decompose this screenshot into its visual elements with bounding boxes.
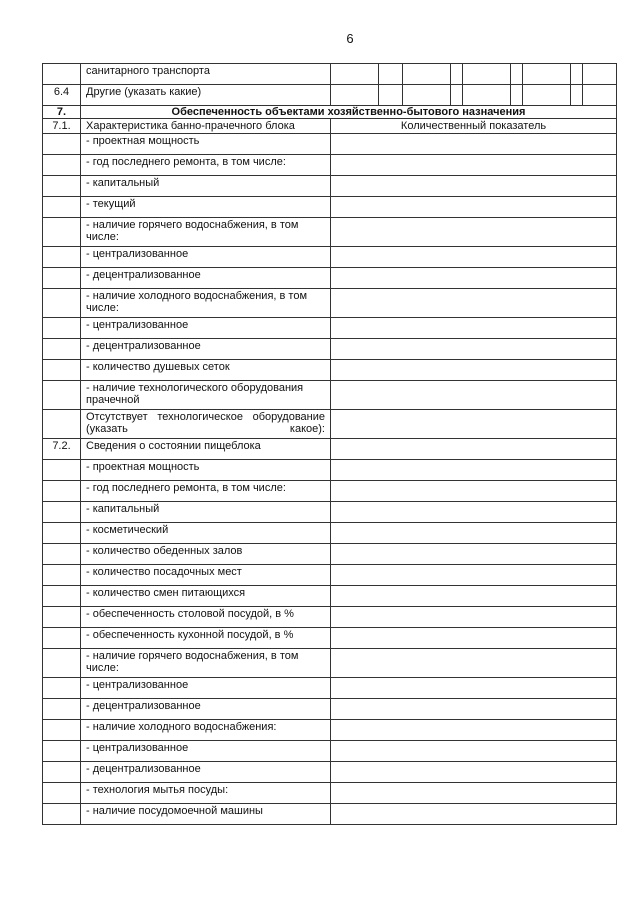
value-cell[interactable] <box>331 502 617 523</box>
value-cell[interactable] <box>463 64 511 85</box>
row-label: - централизованное <box>81 741 331 762</box>
row-number <box>43 544 81 565</box>
row-label: - наличие технологического оборудования прачечной <box>81 381 331 410</box>
value-cell[interactable] <box>331 741 617 762</box>
table-row <box>43 628 617 649</box>
value-cell[interactable] <box>331 565 617 586</box>
table-row <box>43 85 617 106</box>
value-cell[interactable] <box>331 720 617 741</box>
row-label: - год последнего ремонта, в том числе: <box>81 155 331 176</box>
value-cell[interactable] <box>523 64 571 85</box>
value-cell[interactable] <box>331 85 379 106</box>
row-number <box>43 741 81 762</box>
table-row <box>43 460 617 481</box>
page-number: 6 <box>346 31 354 46</box>
subsection-number: 7.1. <box>43 119 81 134</box>
row-label: - наличие холодного водоснабжения: <box>81 720 331 741</box>
value-cell[interactable] <box>403 64 451 85</box>
value-cell[interactable] <box>511 85 523 106</box>
value-cell[interactable] <box>331 410 617 439</box>
row-label: - капитальный <box>81 176 331 197</box>
subsection-title: Сведения о состоянии пищеблока <box>81 439 331 460</box>
value-cell[interactable] <box>523 85 571 106</box>
row-label: - косметический <box>81 523 331 544</box>
value-cell[interactable] <box>331 783 617 804</box>
row-label: - централизованное <box>81 318 331 339</box>
table-row <box>43 804 617 825</box>
value-cell[interactable] <box>403 85 451 106</box>
row-label: - текущий <box>81 197 331 218</box>
table-row <box>43 197 617 218</box>
row-label: - обеспеченность кухонной посудой, в % <box>81 628 331 649</box>
row-number <box>43 360 81 381</box>
value-cell[interactable] <box>331 268 617 289</box>
column-header-quantity: Количественный показатель <box>331 119 617 134</box>
row-label: - количество обеденных залов <box>81 544 331 565</box>
row-number <box>43 678 81 699</box>
table-row <box>43 134 617 155</box>
row-number <box>43 64 81 85</box>
row-label: - децентрализованное <box>81 268 331 289</box>
value-cell[interactable] <box>463 85 511 106</box>
table-row <box>43 268 617 289</box>
table-row <box>43 678 617 699</box>
table-row <box>43 720 617 741</box>
row-number <box>43 318 81 339</box>
row-label: - технология мытья посуды: <box>81 783 331 804</box>
row-number <box>43 218 81 247</box>
table-row <box>43 607 617 628</box>
row-number <box>43 176 81 197</box>
value-cell[interactable] <box>331 218 617 247</box>
row-number <box>43 481 81 502</box>
table-row <box>43 318 617 339</box>
row-label: - количество душевых сеток <box>81 360 331 381</box>
value-cell[interactable] <box>331 439 617 460</box>
form-table <box>42 63 617 825</box>
row-label: - централизованное <box>81 678 331 699</box>
value-cell[interactable] <box>379 64 403 85</box>
row-label: - обеспеченность столовой посудой, в % <box>81 607 331 628</box>
table-row <box>43 741 617 762</box>
table-row <box>43 339 617 360</box>
value-cell[interactable] <box>583 64 617 85</box>
row-number <box>43 649 81 678</box>
value-cell[interactable] <box>331 64 379 85</box>
row-label: - проектная мощность <box>81 134 331 155</box>
row-number <box>43 762 81 783</box>
table-row <box>43 649 617 678</box>
value-cell[interactable] <box>331 481 617 502</box>
row-number <box>43 460 81 481</box>
subsection-title: Характеристика банно-прачечного блока <box>81 119 331 134</box>
table-row <box>43 410 617 439</box>
row-label: - наличие посудомоечной машины <box>81 804 331 825</box>
row-number <box>43 699 81 720</box>
row-label: - наличие холодного водоснабжения, в том числе: <box>81 289 331 318</box>
value-cell[interactable] <box>331 134 617 155</box>
row-label: - децентрализованное <box>81 339 331 360</box>
table-row <box>43 523 617 544</box>
row-number <box>43 586 81 607</box>
value-cell[interactable] <box>331 678 617 699</box>
value-cell[interactable] <box>511 64 523 85</box>
subsection-7-1-rows <box>43 134 617 439</box>
row-label: санитарного транспорта <box>81 64 331 85</box>
row-number <box>43 289 81 318</box>
row-number <box>43 502 81 523</box>
value-cell[interactable] <box>331 523 617 544</box>
value-cell[interactable] <box>331 586 617 607</box>
value-cell[interactable] <box>331 381 617 410</box>
table-row <box>43 481 617 502</box>
row-number <box>43 804 81 825</box>
row-number <box>43 155 81 176</box>
value-cell[interactable] <box>331 289 617 318</box>
table-row <box>43 176 617 197</box>
row-number <box>43 565 81 586</box>
row-label: Отсутствует технологическое оборудование (указать какое): <box>81 410 331 439</box>
table-row <box>43 247 617 268</box>
top-rows <box>43 64 617 134</box>
row-number <box>43 628 81 649</box>
subsection-7-2-header <box>43 439 617 460</box>
row-number: 6.4 <box>43 85 81 106</box>
value-cell[interactable] <box>571 85 583 106</box>
subsection-header-row <box>43 439 617 460</box>
table-row <box>43 783 617 804</box>
value-cell[interactable] <box>451 64 463 85</box>
section-number: 7. <box>43 106 81 119</box>
row-number <box>43 607 81 628</box>
row-label: - децентрализованное <box>81 699 331 720</box>
row-number <box>43 720 81 741</box>
section-header-row <box>43 106 617 119</box>
table-row <box>43 381 617 410</box>
row-number <box>43 339 81 360</box>
row-label: - капитальный <box>81 502 331 523</box>
row-number <box>43 247 81 268</box>
row-number <box>43 268 81 289</box>
value-cell[interactable] <box>331 804 617 825</box>
value-cell[interactable] <box>331 699 617 720</box>
value-cell[interactable] <box>571 64 583 85</box>
row-number <box>43 410 81 439</box>
value-cell[interactable] <box>331 155 617 176</box>
value-cell[interactable] <box>331 318 617 339</box>
subsection-header-row <box>43 119 617 134</box>
row-label: - количество посадочных мест <box>81 565 331 586</box>
row-number <box>43 197 81 218</box>
value-cell[interactable] <box>331 544 617 565</box>
row-label: - наличие горячего водоснабжения, в том числе: <box>81 649 331 678</box>
value-cell[interactable] <box>331 607 617 628</box>
table-row <box>43 502 617 523</box>
row-label: - децентрализованное <box>81 762 331 783</box>
row-number <box>43 523 81 544</box>
table-row <box>43 218 617 247</box>
row-label: Другие (указать какие) <box>81 85 331 106</box>
value-cell[interactable] <box>331 628 617 649</box>
row-label: - количество смен питающихся <box>81 586 331 607</box>
value-cell[interactable] <box>331 197 617 218</box>
table-row <box>43 360 617 381</box>
row-number <box>43 783 81 804</box>
table-row <box>43 544 617 565</box>
value-cell[interactable] <box>331 360 617 381</box>
row-label: - проектная мощность <box>81 460 331 481</box>
subsection-number: 7.2. <box>43 439 81 460</box>
table-row <box>43 565 617 586</box>
value-cell[interactable] <box>331 762 617 783</box>
value-cell[interactable] <box>583 85 617 106</box>
row-label: - наличие горячего водоснабжения, в том числе: <box>81 218 331 247</box>
row-label: - централизованное <box>81 247 331 268</box>
table-row <box>43 699 617 720</box>
value-cell[interactable] <box>331 339 617 360</box>
value-cell[interactable] <box>331 176 617 197</box>
value-cell[interactable] <box>451 85 463 106</box>
value-cell[interactable] <box>331 247 617 268</box>
table-row <box>43 155 617 176</box>
table-row <box>43 586 617 607</box>
subsection-7-2-rows <box>43 460 617 825</box>
value-cell[interactable] <box>331 460 617 481</box>
row-label: - год последнего ремонта, в том числе: <box>81 481 331 502</box>
table-row <box>43 64 617 85</box>
row-number <box>43 381 81 410</box>
table-row <box>43 762 617 783</box>
value-cell[interactable] <box>331 649 617 678</box>
value-cell[interactable] <box>379 85 403 106</box>
table-row <box>43 289 617 318</box>
section-title: Обеспеченность объектами хозяйственно-бытового назначения <box>81 106 617 119</box>
row-number <box>43 134 81 155</box>
